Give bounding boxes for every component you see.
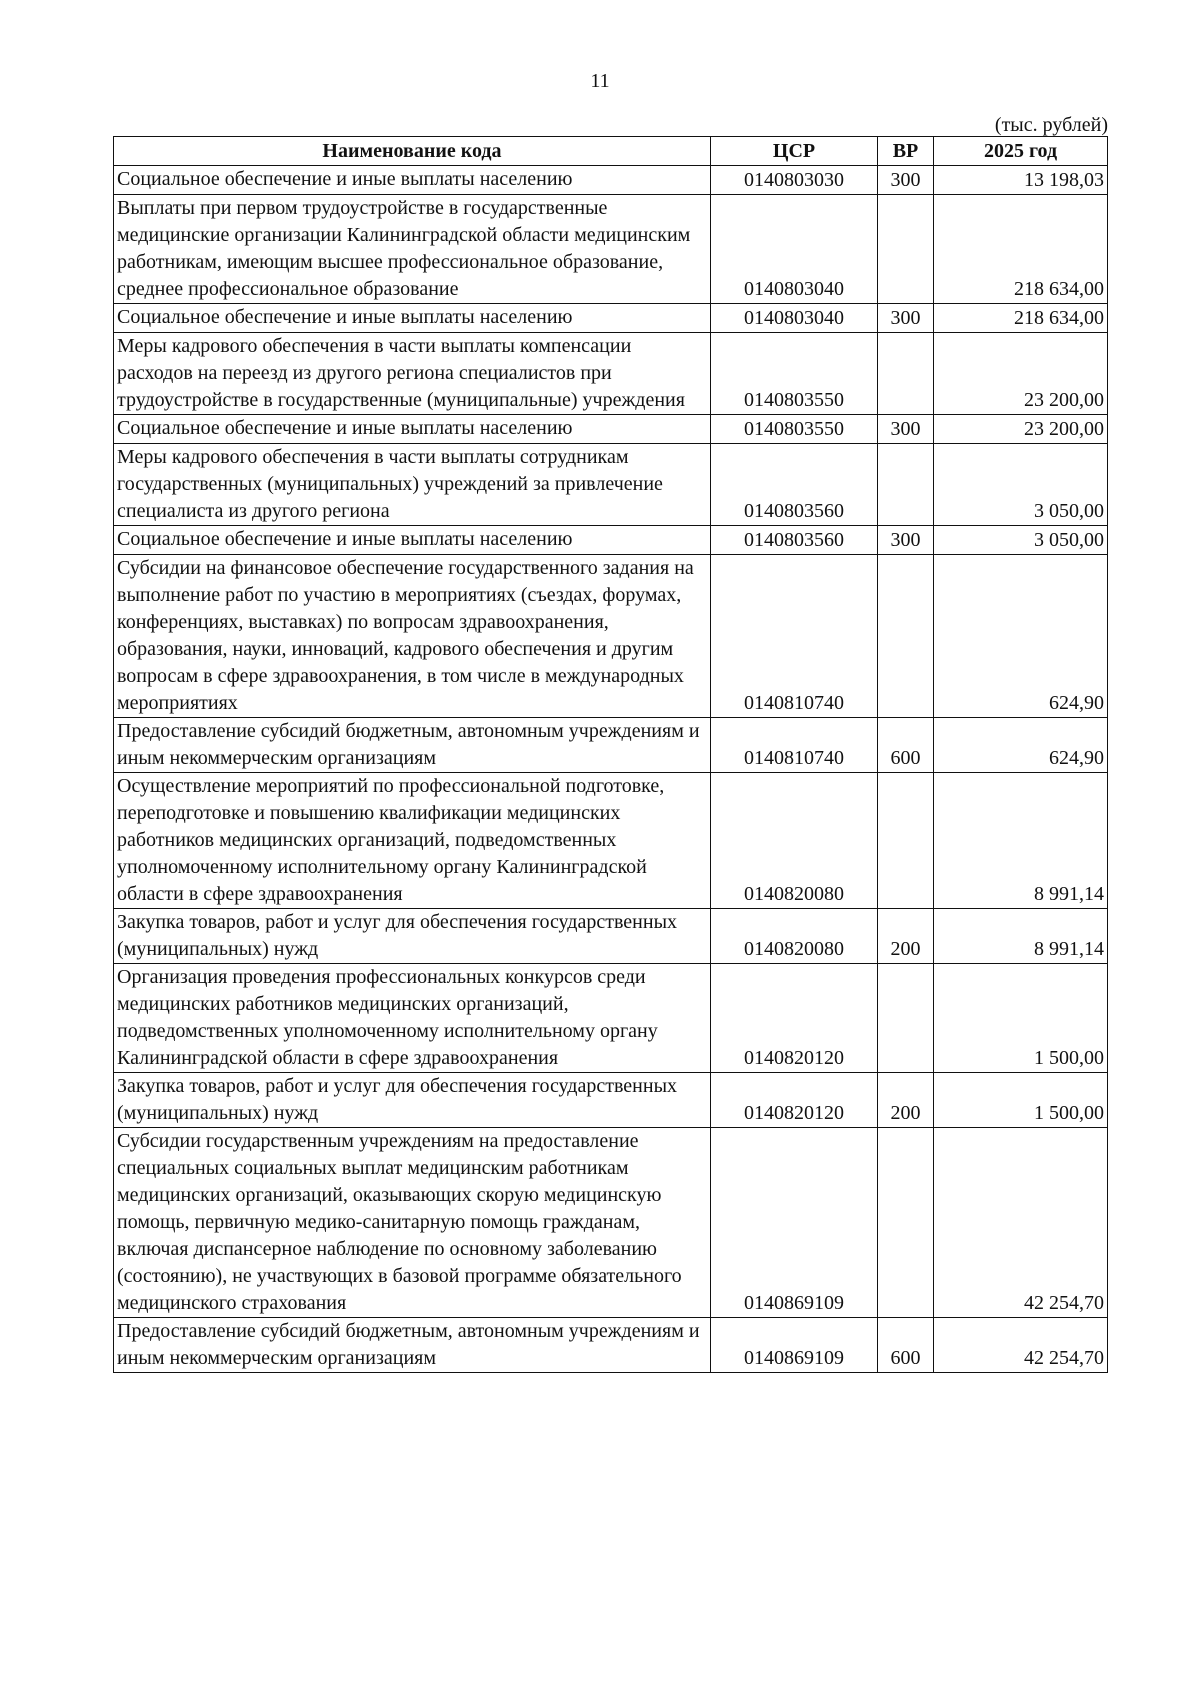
row-sum: 218 634,00 bbox=[934, 195, 1108, 304]
budget-table bbox=[113, 136, 1108, 1373]
row-vr bbox=[878, 195, 934, 304]
row-sum: 23 200,00 bbox=[934, 333, 1108, 415]
row-csr: 0140810740 bbox=[711, 718, 878, 773]
table-row bbox=[114, 964, 1108, 1073]
row-name: Социальное обеспечение и иные выплаты населению bbox=[114, 415, 711, 444]
row-vr: 300 bbox=[878, 526, 934, 555]
table-row bbox=[114, 415, 1108, 444]
header-name: Наименование кода bbox=[114, 137, 711, 166]
row-csr: 0140803040 bbox=[711, 195, 878, 304]
header-vr: ВР bbox=[878, 137, 934, 166]
row-csr: 0140820080 bbox=[711, 773, 878, 909]
row-name: Субсидии государственным учреждениям на предоставление специальных социальных выплат медицинским работникам медицинских организаций, оказывающих скорую медицинскую помощь, первичную медико-санитарную помощь гражданам, включая диспансерное наблюдение по основному заболеванию (состоянию), не участвующих в базовой программе обязательного медицинского страхования bbox=[114, 1128, 711, 1318]
row-vr bbox=[878, 773, 934, 909]
row-sum: 42 254,70 bbox=[934, 1128, 1108, 1318]
row-sum: 218 634,00 bbox=[934, 304, 1108, 333]
row-sum: 1 500,00 bbox=[934, 964, 1108, 1073]
row-sum: 13 198,03 bbox=[934, 166, 1108, 195]
table-row bbox=[114, 304, 1108, 333]
row-name: Закупка товаров, работ и услуг для обеспечения государственных (муниципальных) нужд bbox=[114, 1073, 711, 1128]
row-vr bbox=[878, 333, 934, 415]
table-header-row bbox=[114, 137, 1108, 166]
row-csr: 0140803030 bbox=[711, 166, 878, 195]
row-csr: 0140869109 bbox=[711, 1318, 878, 1373]
row-vr bbox=[878, 964, 934, 1073]
row-name: Предоставление субсидий бюджетным, автономным учреждениям и иным некоммерческим организациям bbox=[114, 718, 711, 773]
row-name: Организация проведения профессиональных конкурсов среди медицинских работников медицинских организаций, подведомственных уполномоченному исполнительному органу Калининградской области в сфере здравоохранения bbox=[114, 964, 711, 1073]
row-sum: 23 200,00 bbox=[934, 415, 1108, 444]
row-csr: 0140803560 bbox=[711, 526, 878, 555]
table-row bbox=[114, 718, 1108, 773]
row-sum: 8 991,14 bbox=[934, 909, 1108, 964]
header-year: 2025 год bbox=[934, 137, 1108, 166]
row-vr bbox=[878, 444, 934, 526]
header-csr: ЦСР bbox=[711, 137, 878, 166]
table-row bbox=[114, 1318, 1108, 1373]
row-vr bbox=[878, 555, 934, 718]
row-name: Меры кадрового обеспечения в части выплаты компенсации расходов на переезд из другого региона специалистов при трудоустройстве в государственные (муниципальные) учреждения bbox=[114, 333, 711, 415]
row-csr: 0140820080 bbox=[711, 909, 878, 964]
row-sum: 1 500,00 bbox=[934, 1073, 1108, 1128]
row-vr: 600 bbox=[878, 1318, 934, 1373]
row-name: Предоставление субсидий бюджетным, автономным учреждениям и иным некоммерческим организациям bbox=[114, 1318, 711, 1373]
row-sum: 8 991,14 bbox=[934, 773, 1108, 909]
units-note: (тыс. рублей) bbox=[994, 114, 1108, 136]
table-row bbox=[114, 773, 1108, 909]
row-name: Субсидии на финансовое обеспечение государственного задания на выполнение работ по участию в мероприятиях (съездах, форумах, конференциях, выставках) по вопросам здравоохранения, образования, науки, инноваций, кадрового обеспечения и другим вопросам в сфере здравоохранения, в том числе в международных мероприятиях bbox=[114, 555, 711, 718]
row-sum: 624,90 bbox=[934, 718, 1108, 773]
row-name: Социальное обеспечение и иные выплаты населению bbox=[114, 526, 711, 555]
row-csr: 0140803040 bbox=[711, 304, 878, 333]
row-name: Выплаты при первом трудоустройстве в государственные медицинские организации Калининградской области медицинским работникам, имеющим высшее профессиональное образование, среднее профессиональное образование bbox=[114, 195, 711, 304]
row-csr: 0140820120 bbox=[711, 1073, 878, 1128]
page-number: 11 bbox=[590, 70, 610, 92]
row-csr: 0140820120 bbox=[711, 964, 878, 1073]
row-vr: 600 bbox=[878, 718, 934, 773]
table-row bbox=[114, 909, 1108, 964]
row-name: Осуществление мероприятий по профессиональной подготовке, переподготовке и повышению квалификации медицинских работников медицинских организаций, подведомственных уполномоченному исполнительному органу Калининградской области в сфере здравоохранения bbox=[114, 773, 711, 909]
row-csr: 0140869109 bbox=[711, 1128, 878, 1318]
row-name: Социальное обеспечение и иные выплаты населению bbox=[114, 166, 711, 195]
row-csr: 0140810740 bbox=[711, 555, 878, 718]
table-row bbox=[114, 195, 1108, 304]
row-csr: 0140803560 bbox=[711, 444, 878, 526]
table-row bbox=[114, 1128, 1108, 1318]
row-name: Меры кадрового обеспечения в части выплаты сотрудникам государственных (муниципальных) учреждений за привлечение специалиста из другого региона bbox=[114, 444, 711, 526]
row-vr: 200 bbox=[878, 909, 934, 964]
row-csr: 0140803550 bbox=[711, 415, 878, 444]
table-row bbox=[114, 555, 1108, 718]
row-csr: 0140803550 bbox=[711, 333, 878, 415]
row-vr: 300 bbox=[878, 166, 934, 195]
row-vr: 200 bbox=[878, 1073, 934, 1128]
table-row bbox=[114, 166, 1108, 195]
row-vr: 300 bbox=[878, 415, 934, 444]
row-sum: 3 050,00 bbox=[934, 526, 1108, 555]
row-name: Социальное обеспечение и иные выплаты населению bbox=[114, 304, 711, 333]
row-sum: 42 254,70 bbox=[934, 1318, 1108, 1373]
row-vr: 300 bbox=[878, 304, 934, 333]
table-row bbox=[114, 333, 1108, 415]
table-row bbox=[114, 1073, 1108, 1128]
row-sum: 3 050,00 bbox=[934, 444, 1108, 526]
table-row bbox=[114, 444, 1108, 526]
row-name: Закупка товаров, работ и услуг для обеспечения государственных (муниципальных) нужд bbox=[114, 909, 711, 964]
row-vr bbox=[878, 1128, 934, 1318]
table-row bbox=[114, 526, 1108, 555]
row-sum: 624,90 bbox=[934, 555, 1108, 718]
